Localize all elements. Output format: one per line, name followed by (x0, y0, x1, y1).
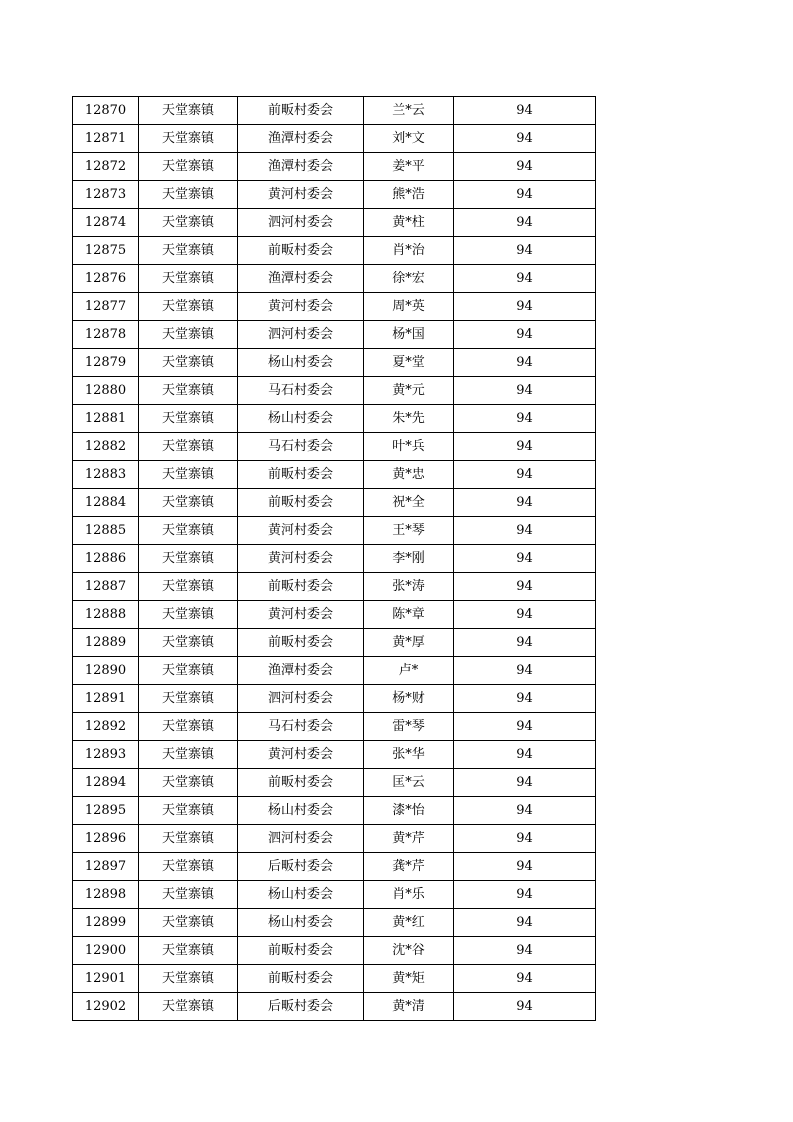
town-cell: 天堂寨镇 (139, 321, 238, 349)
row-id-cell: 12881 (73, 405, 139, 433)
name-cell: 肖*治 (364, 237, 454, 265)
table-row (73, 181, 596, 209)
village-cell: 前畈村委会 (238, 489, 364, 517)
row-id-cell: 12888 (73, 601, 139, 629)
row-id-cell: 12890 (73, 657, 139, 685)
score-cell: 94 (454, 405, 596, 433)
row-id-cell: 12892 (73, 713, 139, 741)
score-cell: 94 (454, 489, 596, 517)
row-id-cell: 12876 (73, 265, 139, 293)
town-cell: 天堂寨镇 (139, 713, 238, 741)
town-cell: 天堂寨镇 (139, 657, 238, 685)
village-cell: 马石村委会 (238, 377, 364, 405)
village-cell: 泗河村委会 (238, 825, 364, 853)
town-cell: 天堂寨镇 (139, 265, 238, 293)
score-cell: 94 (454, 881, 596, 909)
village-cell: 前畈村委会 (238, 769, 364, 797)
village-cell: 泗河村委会 (238, 209, 364, 237)
row-id-cell: 12880 (73, 377, 139, 405)
table-row (73, 293, 596, 321)
name-cell: 杨*财 (364, 685, 454, 713)
village-cell: 前畈村委会 (238, 97, 364, 125)
village-cell: 前畈村委会 (238, 629, 364, 657)
row-id-cell: 12878 (73, 321, 139, 349)
town-cell: 天堂寨镇 (139, 433, 238, 461)
score-cell: 94 (454, 909, 596, 937)
score-cell: 94 (454, 293, 596, 321)
row-id-cell: 12874 (73, 209, 139, 237)
row-id-cell: 12873 (73, 181, 139, 209)
town-cell: 天堂寨镇 (139, 685, 238, 713)
score-cell: 94 (454, 741, 596, 769)
roster-table-body (73, 97, 596, 1021)
table-row (73, 125, 596, 153)
score-cell: 94 (454, 657, 596, 685)
name-cell: 龚*芹 (364, 853, 454, 881)
town-cell: 天堂寨镇 (139, 461, 238, 489)
town-cell: 天堂寨镇 (139, 825, 238, 853)
town-cell: 天堂寨镇 (139, 237, 238, 265)
town-cell: 天堂寨镇 (139, 209, 238, 237)
town-cell: 天堂寨镇 (139, 965, 238, 993)
name-cell: 张*华 (364, 741, 454, 769)
table-row (73, 993, 596, 1021)
row-id-cell: 12889 (73, 629, 139, 657)
score-cell: 94 (454, 153, 596, 181)
village-cell: 马石村委会 (238, 433, 364, 461)
score-cell: 94 (454, 209, 596, 237)
score-cell: 94 (454, 797, 596, 825)
row-id-cell: 12875 (73, 237, 139, 265)
name-cell: 张*涛 (364, 573, 454, 601)
table-row (73, 153, 596, 181)
table-row (73, 741, 596, 769)
name-cell: 黄*红 (364, 909, 454, 937)
table-row (73, 405, 596, 433)
row-id-cell: 12900 (73, 937, 139, 965)
village-cell: 前畈村委会 (238, 461, 364, 489)
town-cell: 天堂寨镇 (139, 181, 238, 209)
table-row (73, 881, 596, 909)
row-id-cell: 12883 (73, 461, 139, 489)
row-id-cell: 12894 (73, 769, 139, 797)
name-cell: 黄*元 (364, 377, 454, 405)
table-row (73, 489, 596, 517)
name-cell: 沈*谷 (364, 937, 454, 965)
name-cell: 熊*浩 (364, 181, 454, 209)
row-id-cell: 12882 (73, 433, 139, 461)
score-cell: 94 (454, 965, 596, 993)
score-cell: 94 (454, 629, 596, 657)
town-cell: 天堂寨镇 (139, 573, 238, 601)
row-id-cell: 12893 (73, 741, 139, 769)
table-row (73, 349, 596, 377)
village-cell: 后畈村委会 (238, 993, 364, 1021)
village-cell: 渔潭村委会 (238, 265, 364, 293)
village-cell: 杨山村委会 (238, 881, 364, 909)
village-cell: 黄河村委会 (238, 517, 364, 545)
village-cell: 黄河村委会 (238, 181, 364, 209)
town-cell: 天堂寨镇 (139, 629, 238, 657)
name-cell: 黄*矩 (364, 965, 454, 993)
table-row (73, 265, 596, 293)
table-row (73, 573, 596, 601)
score-cell: 94 (454, 461, 596, 489)
village-cell: 前畈村委会 (238, 937, 364, 965)
town-cell: 天堂寨镇 (139, 601, 238, 629)
name-cell: 祝*全 (364, 489, 454, 517)
table-row (73, 601, 596, 629)
town-cell: 天堂寨镇 (139, 545, 238, 573)
table-row (73, 825, 596, 853)
village-cell: 马石村委会 (238, 713, 364, 741)
row-id-cell: 12870 (73, 97, 139, 125)
name-cell: 朱*先 (364, 405, 454, 433)
village-cell: 杨山村委会 (238, 405, 364, 433)
name-cell: 徐*宏 (364, 265, 454, 293)
village-cell: 后畈村委会 (238, 853, 364, 881)
score-cell: 94 (454, 937, 596, 965)
table-row (73, 909, 596, 937)
town-cell: 天堂寨镇 (139, 405, 238, 433)
name-cell: 黄*忠 (364, 461, 454, 489)
score-cell: 94 (454, 685, 596, 713)
village-cell: 黄河村委会 (238, 293, 364, 321)
village-cell: 前畈村委会 (238, 237, 364, 265)
name-cell: 陈*章 (364, 601, 454, 629)
name-cell: 雷*琴 (364, 713, 454, 741)
town-cell: 天堂寨镇 (139, 349, 238, 377)
town-cell: 天堂寨镇 (139, 937, 238, 965)
village-cell: 黄河村委会 (238, 545, 364, 573)
name-cell: 肖*乐 (364, 881, 454, 909)
score-cell: 94 (454, 993, 596, 1021)
village-cell: 渔潭村委会 (238, 153, 364, 181)
row-id-cell: 12884 (73, 489, 139, 517)
village-cell: 黄河村委会 (238, 601, 364, 629)
row-id-cell: 12891 (73, 685, 139, 713)
village-cell: 前畈村委会 (238, 573, 364, 601)
table-row (73, 237, 596, 265)
name-cell: 李*刚 (364, 545, 454, 573)
table-row (73, 517, 596, 545)
town-cell: 天堂寨镇 (139, 125, 238, 153)
row-id-cell: 12885 (73, 517, 139, 545)
name-cell: 姜*平 (364, 153, 454, 181)
name-cell: 刘*文 (364, 125, 454, 153)
table-row (73, 629, 596, 657)
name-cell: 周*英 (364, 293, 454, 321)
table-row (73, 937, 596, 965)
score-cell: 94 (454, 713, 596, 741)
score-cell: 94 (454, 125, 596, 153)
table-row (73, 853, 596, 881)
village-cell: 泗河村委会 (238, 321, 364, 349)
town-cell: 天堂寨镇 (139, 909, 238, 937)
table-row (73, 965, 596, 993)
town-cell: 天堂寨镇 (139, 881, 238, 909)
name-cell: 黄*清 (364, 993, 454, 1021)
name-cell: 夏*堂 (364, 349, 454, 377)
table-row (73, 461, 596, 489)
score-cell: 94 (454, 97, 596, 125)
row-id-cell: 12897 (73, 853, 139, 881)
score-cell: 94 (454, 769, 596, 797)
score-cell: 94 (454, 545, 596, 573)
town-cell: 天堂寨镇 (139, 153, 238, 181)
table-row (73, 545, 596, 573)
score-cell: 94 (454, 433, 596, 461)
score-cell: 94 (454, 853, 596, 881)
score-cell: 94 (454, 237, 596, 265)
document-page (72, 96, 595, 1021)
town-cell: 天堂寨镇 (139, 853, 238, 881)
town-cell: 天堂寨镇 (139, 741, 238, 769)
table-row (73, 377, 596, 405)
name-cell: 卢* (364, 657, 454, 685)
table-row (73, 97, 596, 125)
town-cell: 天堂寨镇 (139, 489, 238, 517)
name-cell: 漆*怡 (364, 797, 454, 825)
row-id-cell: 12898 (73, 881, 139, 909)
score-cell: 94 (454, 321, 596, 349)
row-id-cell: 12887 (73, 573, 139, 601)
row-id-cell: 12899 (73, 909, 139, 937)
table-row (73, 657, 596, 685)
table-row (73, 321, 596, 349)
village-cell: 杨山村委会 (238, 349, 364, 377)
name-cell: 杨*国 (364, 321, 454, 349)
name-cell: 黄*芹 (364, 825, 454, 853)
roster-table (72, 96, 596, 1021)
table-row (73, 713, 596, 741)
row-id-cell: 12872 (73, 153, 139, 181)
score-cell: 94 (454, 573, 596, 601)
table-row (73, 433, 596, 461)
name-cell: 匡*云 (364, 769, 454, 797)
name-cell: 王*琴 (364, 517, 454, 545)
town-cell: 天堂寨镇 (139, 293, 238, 321)
score-cell: 94 (454, 181, 596, 209)
town-cell: 天堂寨镇 (139, 97, 238, 125)
score-cell: 94 (454, 601, 596, 629)
score-cell: 94 (454, 265, 596, 293)
name-cell: 黄*柱 (364, 209, 454, 237)
table-row (73, 797, 596, 825)
row-id-cell: 12901 (73, 965, 139, 993)
table-row (73, 769, 596, 797)
village-cell: 黄河村委会 (238, 741, 364, 769)
score-cell: 94 (454, 349, 596, 377)
row-id-cell: 12871 (73, 125, 139, 153)
town-cell: 天堂寨镇 (139, 797, 238, 825)
table-row (73, 685, 596, 713)
village-cell: 渔潭村委会 (238, 125, 364, 153)
score-cell: 94 (454, 377, 596, 405)
row-id-cell: 12886 (73, 545, 139, 573)
table-row (73, 209, 596, 237)
row-id-cell: 12879 (73, 349, 139, 377)
score-cell: 94 (454, 517, 596, 545)
score-cell: 94 (454, 825, 596, 853)
row-id-cell: 12896 (73, 825, 139, 853)
town-cell: 天堂寨镇 (139, 993, 238, 1021)
town-cell: 天堂寨镇 (139, 769, 238, 797)
village-cell: 渔潭村委会 (238, 657, 364, 685)
town-cell: 天堂寨镇 (139, 377, 238, 405)
village-cell: 前畈村委会 (238, 965, 364, 993)
row-id-cell: 12902 (73, 993, 139, 1021)
name-cell: 叶*兵 (364, 433, 454, 461)
village-cell: 杨山村委会 (238, 909, 364, 937)
row-id-cell: 12895 (73, 797, 139, 825)
row-id-cell: 12877 (73, 293, 139, 321)
village-cell: 杨山村委会 (238, 797, 364, 825)
town-cell: 天堂寨镇 (139, 517, 238, 545)
name-cell: 黄*厚 (364, 629, 454, 657)
village-cell: 泗河村委会 (238, 685, 364, 713)
name-cell: 兰*云 (364, 97, 454, 125)
